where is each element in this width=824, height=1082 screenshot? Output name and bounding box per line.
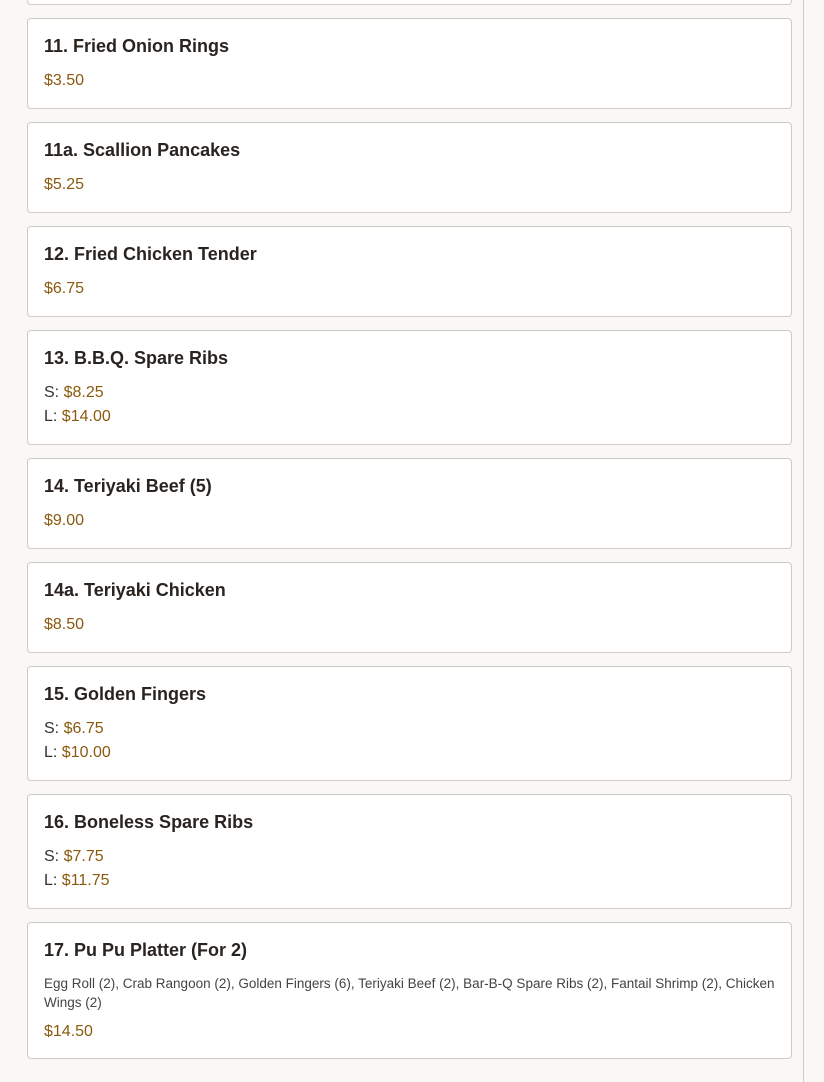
menu-item-card[interactable] [27, 122, 792, 213]
price-size-label: L: [44, 408, 58, 425]
menu-item-name: 15. Golden Fingers [44, 684, 207, 704]
price-amount: $9.00 [44, 512, 85, 529]
menu-item-card[interactable] [27, 226, 792, 317]
menu-item-card[interactable] [27, 666, 792, 781]
price-line [44, 613, 775, 637]
menu-item-card[interactable] [27, 922, 792, 1059]
price-line [44, 277, 775, 301]
menu-item-prices [44, 173, 775, 197]
price-amount: $6.75 [63, 720, 104, 737]
menu-item-name: 14. Teriyaki Beef (5) [44, 476, 212, 496]
menu-item-prices [44, 381, 775, 429]
scroll-container-edge [803, 0, 804, 1082]
price-size-label: L: [44, 872, 58, 889]
price-line [44, 381, 775, 405]
menu-item-card[interactable] [27, 562, 792, 653]
menu-item-card[interactable] [27, 794, 792, 909]
price-line [44, 173, 775, 197]
menu-item-card[interactable] [27, 330, 792, 445]
menu-item-name: 14a. Teriyaki Chicken [44, 580, 226, 600]
price-line [44, 69, 775, 93]
price-amount: $14.50 [44, 1023, 93, 1040]
menu-item-card[interactable] [27, 18, 792, 109]
price-size-label: S: [44, 384, 60, 401]
menu-item-prices [44, 69, 775, 93]
price-amount: $5.25 [44, 176, 85, 193]
price-amount: $8.50 [44, 616, 85, 633]
price-size-label: S: [44, 720, 60, 737]
menu-item-name: 11a. Scallion Pancakes [44, 140, 241, 160]
price-line [44, 405, 775, 429]
price-line [44, 1020, 775, 1044]
price-amount: $10.00 [61, 744, 111, 761]
menu-item-name: 17. Pu Pu Platter (For 2) [44, 940, 248, 960]
menu-item-name: 13. B.B.Q. Spare Ribs [44, 348, 229, 368]
price-amount: $11.75 [61, 872, 110, 889]
price-line [44, 869, 775, 893]
price-amount: $7.75 [63, 848, 104, 865]
menu-item-card[interactable] [27, 458, 792, 549]
price-size-label: L: [44, 744, 58, 761]
menu-item-name: 16. Boneless Spare Ribs [44, 812, 254, 832]
menu-item-description: Egg Roll (2), Crab Rangoon (2), Golden Fingers (6), Teriyaki Beef (2), Bar-B-Q Spare Ribs (2), Fantail Shrimp (2), Chicken Wings (2) [44, 976, 775, 1010]
price-line [44, 717, 775, 741]
menu-item-prices [44, 509, 775, 533]
price-amount: $3.50 [44, 72, 85, 89]
menu-item-name: 11. Fried Onion Rings [44, 36, 230, 56]
price-amount: $6.75 [44, 280, 85, 297]
price-line [44, 845, 775, 869]
menu-item-prices [44, 717, 775, 765]
menu-item-prices [44, 613, 775, 637]
menu-item-card-previous[interactable] [27, 0, 792, 5]
menu-item-prices [44, 1020, 775, 1044]
price-size-label: S: [44, 848, 60, 865]
price-amount: $8.25 [63, 384, 104, 401]
price-line [44, 741, 775, 765]
menu-item-prices [44, 277, 775, 301]
price-amount: $14.00 [61, 408, 111, 425]
menu-item-name: 12. Fried Chicken Tender [44, 244, 257, 264]
menu-item-list [27, 0, 792, 1072]
price-line [44, 509, 775, 533]
menu-item-prices [44, 845, 775, 893]
